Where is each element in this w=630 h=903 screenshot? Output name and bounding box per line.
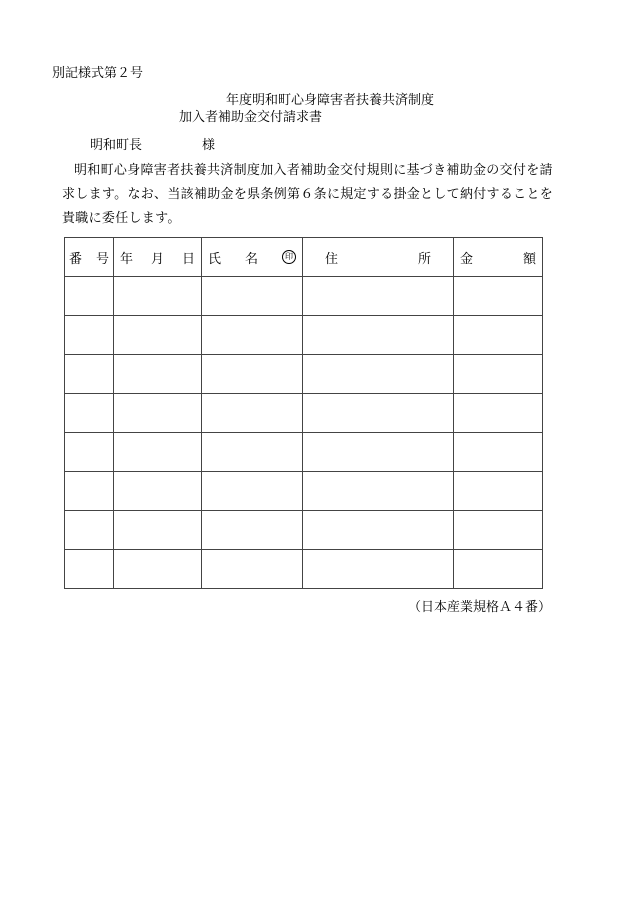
header-name bbox=[202, 238, 303, 277]
table-row bbox=[65, 316, 543, 355]
table-row bbox=[65, 394, 543, 433]
cell-address[interactable] bbox=[303, 277, 454, 316]
cell-name[interactable] bbox=[202, 355, 303, 394]
cell-name[interactable] bbox=[202, 472, 303, 511]
addressee-town: 明和町長 bbox=[90, 138, 143, 153]
cell-number[interactable] bbox=[65, 316, 114, 355]
paper-size-note: （日本産業規格Ａ４番） bbox=[408, 600, 552, 615]
cell-address[interactable] bbox=[303, 394, 454, 433]
cell-name[interactable] bbox=[202, 277, 303, 316]
cell-amount[interactable] bbox=[454, 394, 543, 433]
cell-name[interactable] bbox=[202, 394, 303, 433]
table-row bbox=[65, 433, 543, 472]
table-row bbox=[65, 511, 543, 550]
cell-name[interactable] bbox=[202, 433, 303, 472]
header-amount bbox=[454, 238, 543, 277]
cell-number[interactable] bbox=[65, 355, 114, 394]
header-number-char2: 号 bbox=[96, 251, 110, 267]
cell-number[interactable] bbox=[65, 394, 114, 433]
cell-amount[interactable] bbox=[454, 472, 543, 511]
document-title-line2: 加入者補助金交付請求書 bbox=[179, 110, 323, 125]
cell-date[interactable] bbox=[114, 511, 202, 550]
cell-amount[interactable] bbox=[454, 550, 543, 589]
cell-number[interactable] bbox=[65, 511, 114, 550]
header-date-day: 日 bbox=[181, 251, 195, 267]
cell-number[interactable] bbox=[65, 433, 114, 472]
cell-date[interactable] bbox=[114, 316, 202, 355]
cell-address[interactable] bbox=[303, 472, 454, 511]
cell-date[interactable] bbox=[114, 355, 202, 394]
cell-date[interactable] bbox=[114, 277, 202, 316]
request-statement-text: 明和町心身障害者扶養共済制度加入者補助金交付規則に基づき補助金の交付を請求します。なお、当該補助金を県条例第６条に規定する掛金として納付することを貴職に委任します。 bbox=[62, 163, 554, 226]
table-row bbox=[65, 277, 543, 316]
header-amount-char2: 額 bbox=[522, 251, 536, 267]
request-statement bbox=[62, 159, 558, 231]
addressee-honorific: 様 bbox=[202, 138, 216, 153]
header-address-char1: 住 bbox=[325, 251, 339, 267]
header-amount-char1: 金 bbox=[460, 251, 474, 267]
cell-amount[interactable] bbox=[454, 355, 543, 394]
form-number: 別記様式第２号 bbox=[52, 66, 144, 81]
cell-name[interactable] bbox=[202, 316, 303, 355]
cell-name[interactable] bbox=[202, 550, 303, 589]
cell-address[interactable] bbox=[303, 355, 454, 394]
header-number-char1: 番 bbox=[68, 251, 82, 267]
cell-number[interactable] bbox=[65, 550, 114, 589]
cell-number[interactable] bbox=[65, 472, 114, 511]
seal-mark-icon: 印 bbox=[282, 250, 296, 264]
table-body bbox=[65, 277, 543, 589]
header-address bbox=[303, 238, 454, 277]
header-date bbox=[114, 238, 202, 277]
cell-amount[interactable] bbox=[454, 316, 543, 355]
cell-address[interactable] bbox=[303, 316, 454, 355]
header-date-year: 年 bbox=[120, 251, 134, 267]
header-number bbox=[65, 238, 114, 277]
header-name-char1: 氏 bbox=[208, 251, 222, 267]
document-title-line1: 年度明和町心身障害者扶養共済制度 bbox=[226, 93, 435, 108]
cell-number[interactable] bbox=[65, 277, 114, 316]
table-row bbox=[65, 355, 543, 394]
cell-date[interactable] bbox=[114, 472, 202, 511]
header-date-month: 月 bbox=[150, 251, 164, 267]
cell-address[interactable] bbox=[303, 511, 454, 550]
cell-date[interactable] bbox=[114, 394, 202, 433]
cell-amount[interactable] bbox=[454, 433, 543, 472]
cell-date[interactable] bbox=[114, 550, 202, 589]
cell-amount[interactable] bbox=[454, 511, 543, 550]
request-table bbox=[64, 237, 543, 589]
cell-amount[interactable] bbox=[454, 277, 543, 316]
table-header-row bbox=[65, 238, 543, 277]
header-name-char2: 名 bbox=[245, 251, 259, 267]
cell-date[interactable] bbox=[114, 433, 202, 472]
table-row bbox=[65, 472, 543, 511]
table-row bbox=[65, 550, 543, 589]
cell-name[interactable] bbox=[202, 511, 303, 550]
header-address-char2: 所 bbox=[417, 251, 431, 267]
cell-address[interactable] bbox=[303, 433, 454, 472]
cell-address[interactable] bbox=[303, 550, 454, 589]
